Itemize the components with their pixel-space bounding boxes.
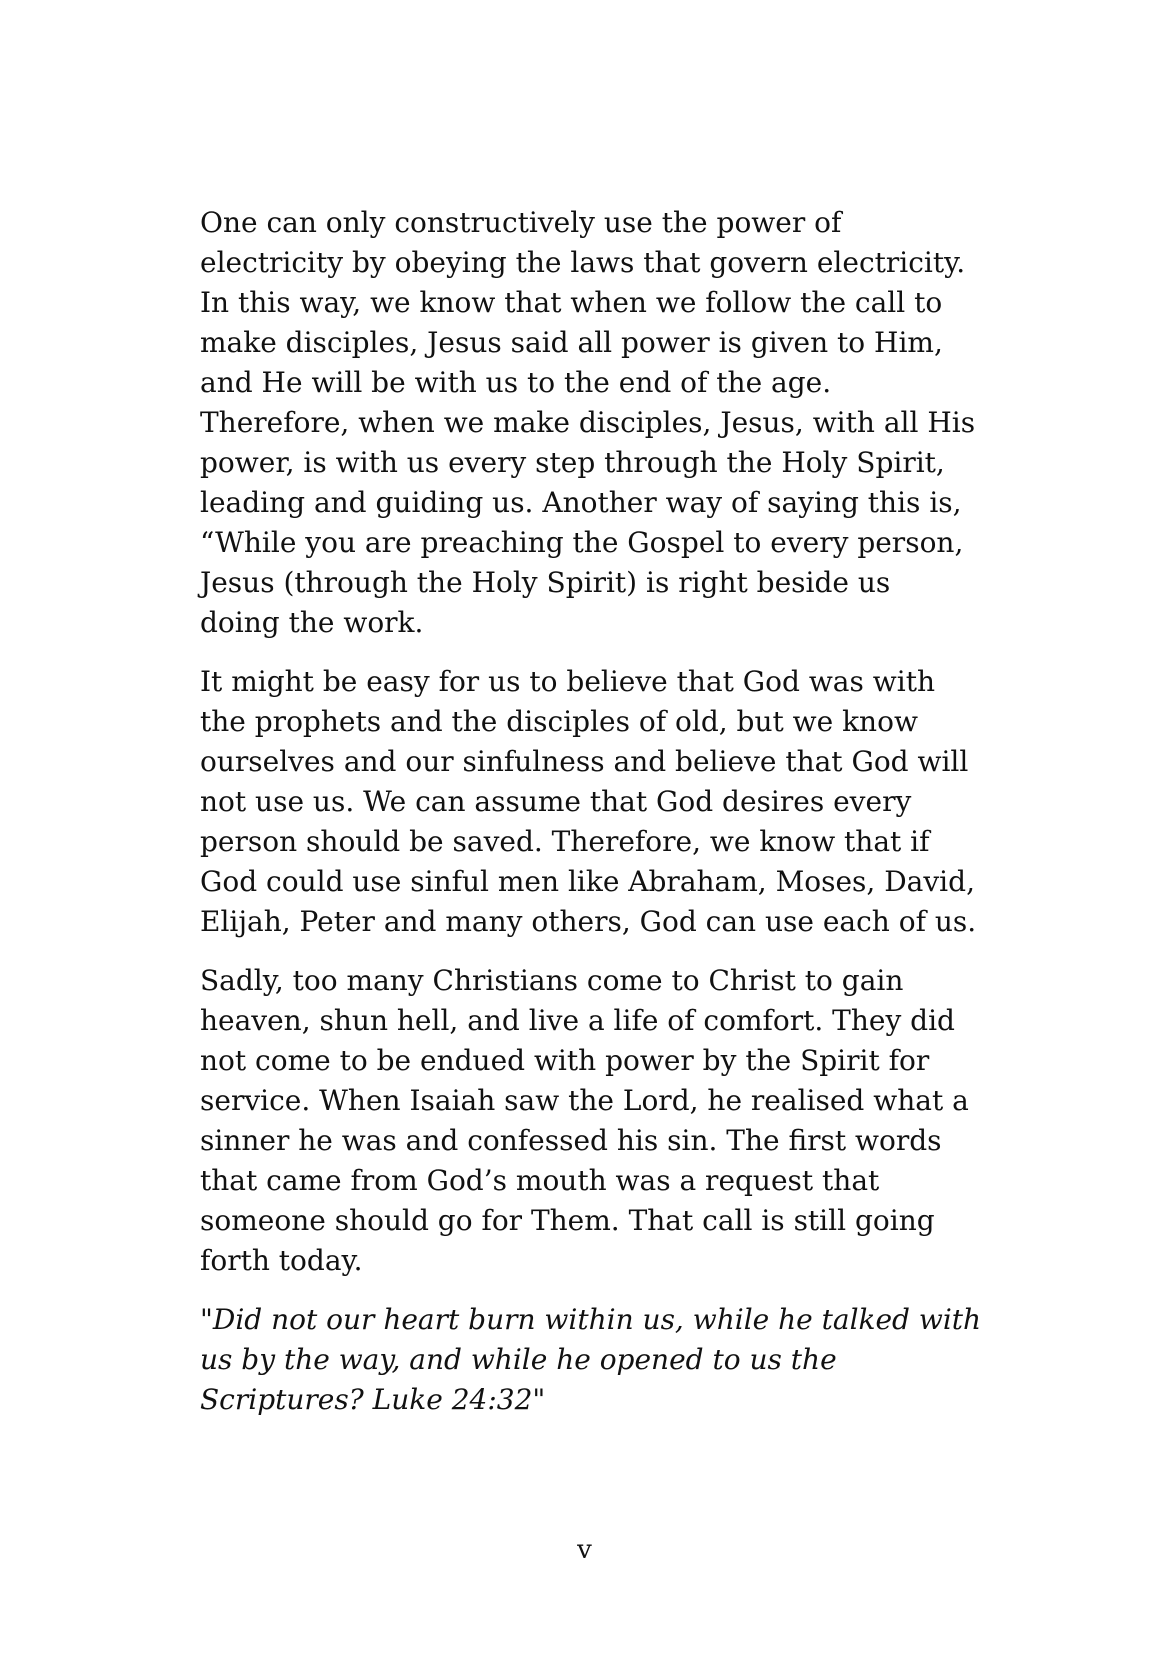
text-line: not come to be endued with power by the Spirit for: [200, 1044, 930, 1077]
text-line: make disciples, Jesus said all power is given to Him,: [200, 326, 943, 359]
text-line: heaven, shun hell, and live a life of comfort. They did: [200, 1004, 955, 1037]
text-line: service. When Isaiah saw the Lord, he realised what a: [200, 1084, 969, 1117]
text-line: Sadly, too many Christians come to Christ to gain: [200, 964, 904, 997]
text-line: not use us. We can assume that God desires every: [200, 785, 912, 818]
body-text: [200, 203, 990, 1439]
paragraph-1: [200, 203, 990, 643]
text-line: and He will be with us to the end of the age.: [200, 366, 832, 399]
text-line: Therefore, when we make disciples, Jesus, with all His: [200, 406, 976, 439]
paragraph-3: [200, 961, 990, 1281]
quote-line: us by the way, and while he opened to us the: [200, 1343, 837, 1376]
text-line: someone should go for Them. That call is still going: [200, 1204, 935, 1237]
text-line: Jesus (through the Holy Spirit) is right beside us: [200, 566, 891, 599]
text-line: electricity by obeying the laws that govern electricity.: [200, 246, 966, 279]
quote-line: "Did not our heart burn within us, while he talked with: [200, 1303, 982, 1336]
text-line: that came from God’s mouth was a request that: [200, 1164, 880, 1197]
text-line: power, is with us every step through the Holy Spirit,: [200, 446, 945, 479]
text-line: It might be easy for us to believe that God was with: [200, 665, 935, 698]
text-line: doing the work.: [200, 606, 424, 639]
text-line: the prophets and the disciples of old, but we know: [200, 705, 918, 738]
text-line: ourselves and our sinfulness and believe that God will: [200, 745, 969, 778]
text-line: One can only constructively use the power of: [200, 206, 842, 239]
text-line: forth today.: [200, 1244, 363, 1277]
text-line: leading and guiding us. Another way of saying this is,: [200, 486, 962, 519]
text-line: God could use sinful men like Abraham, Moses, David,: [200, 865, 975, 898]
text-line: In this way, we know that when we follow the call to: [200, 286, 943, 319]
scripture-quote: [200, 1300, 990, 1420]
text-line: person should be saved. Therefore, we know that if: [200, 825, 930, 858]
page-number: v: [577, 1535, 592, 1565]
quote-line: Scriptures? Luke 24:32": [200, 1383, 546, 1416]
text-line: Elijah, Peter and many others, God can use each of us.: [200, 905, 977, 938]
text-line: sinner he was and confessed his sin. The first words: [200, 1124, 942, 1157]
paragraph-2: [200, 662, 990, 942]
text-line: “While you are preaching the Gospel to every person,: [200, 526, 964, 559]
